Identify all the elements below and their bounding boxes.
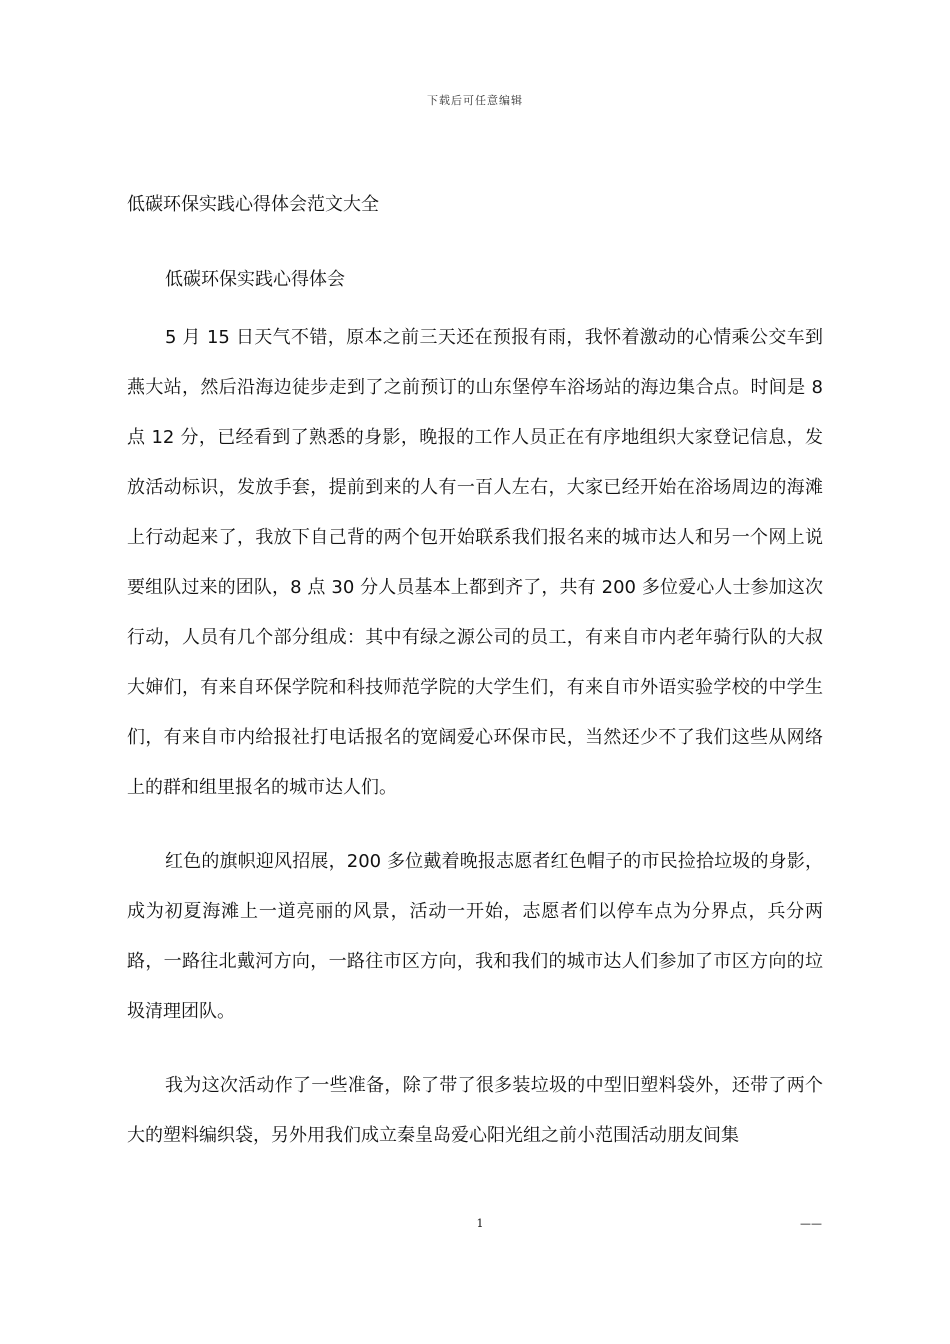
- paragraph-2: 红色的旗帜迎风招展，200 多位戴着晚报志愿者红色帽子的市民捡拾垃圾的身影，成为初夏海滩上一道亮丽的风景，活动一开始，志愿者们以停车点为分界点，兵分两路，一路往北戴河方向，一路往市区方向，我和我们的城市达人们参加了市区方向的垃圾清理团队。: [127, 851, 823, 1022]
- document-title: 低碳环保实践心得体会范文大全: [127, 194, 379, 215]
- document-subheading: 低碳环保实践心得体会: [165, 269, 345, 290]
- footer-dash: ——: [800, 1217, 822, 1230]
- document-body: [127, 255, 823, 1185]
- paragraph-3: 我为这次活动作了一些准备，除了带了很多装垃圾的中型旧塑料袋外，还带了两个大的塑料编织袋，另外用我们成立秦皇岛爱心阳光组之前小范围活动朋友间集: [127, 1075, 823, 1146]
- header-note: 下载后可任意编辑: [427, 94, 523, 107]
- paragraph-1: 5 月 15 日天气不错，原本之前三天还在预报有雨，我怀着激动的心情乘公交车到燕大站，然后沿海边徒步走到了之前预订的山东堡停车浴场站的海边集合点。时间是 8 点 12 分，已经看到了熟悉的身影，晚报的工作人员正在有序地组织大家登记信息，发放活动标识，发放手套，提前到来的人有一百人左右，大家已经开始在浴场周边的海滩上行动起来了，我放下自己背的两个包开始联系我们报名来的城市达人和另一个网上说要组队过来的团队，8 点 30 分人员基本上都到齐了，共有 200 多位爱心人士参加这次行动，人员有几个部分组成：其中有绿之源公司的员工，有来自市内老年骑行队的大叔大婶们，有来自环保学院和科技师范学院的大学生们，有来自市外语实验学校的中学生们，有来自市内给报社打电话报名的宽阔爱心环保市民，当然还少不了我们这些从网络上的群和组里报名的城市达人们。: [127, 327, 823, 798]
- page-number: 1: [476, 1217, 484, 1230]
